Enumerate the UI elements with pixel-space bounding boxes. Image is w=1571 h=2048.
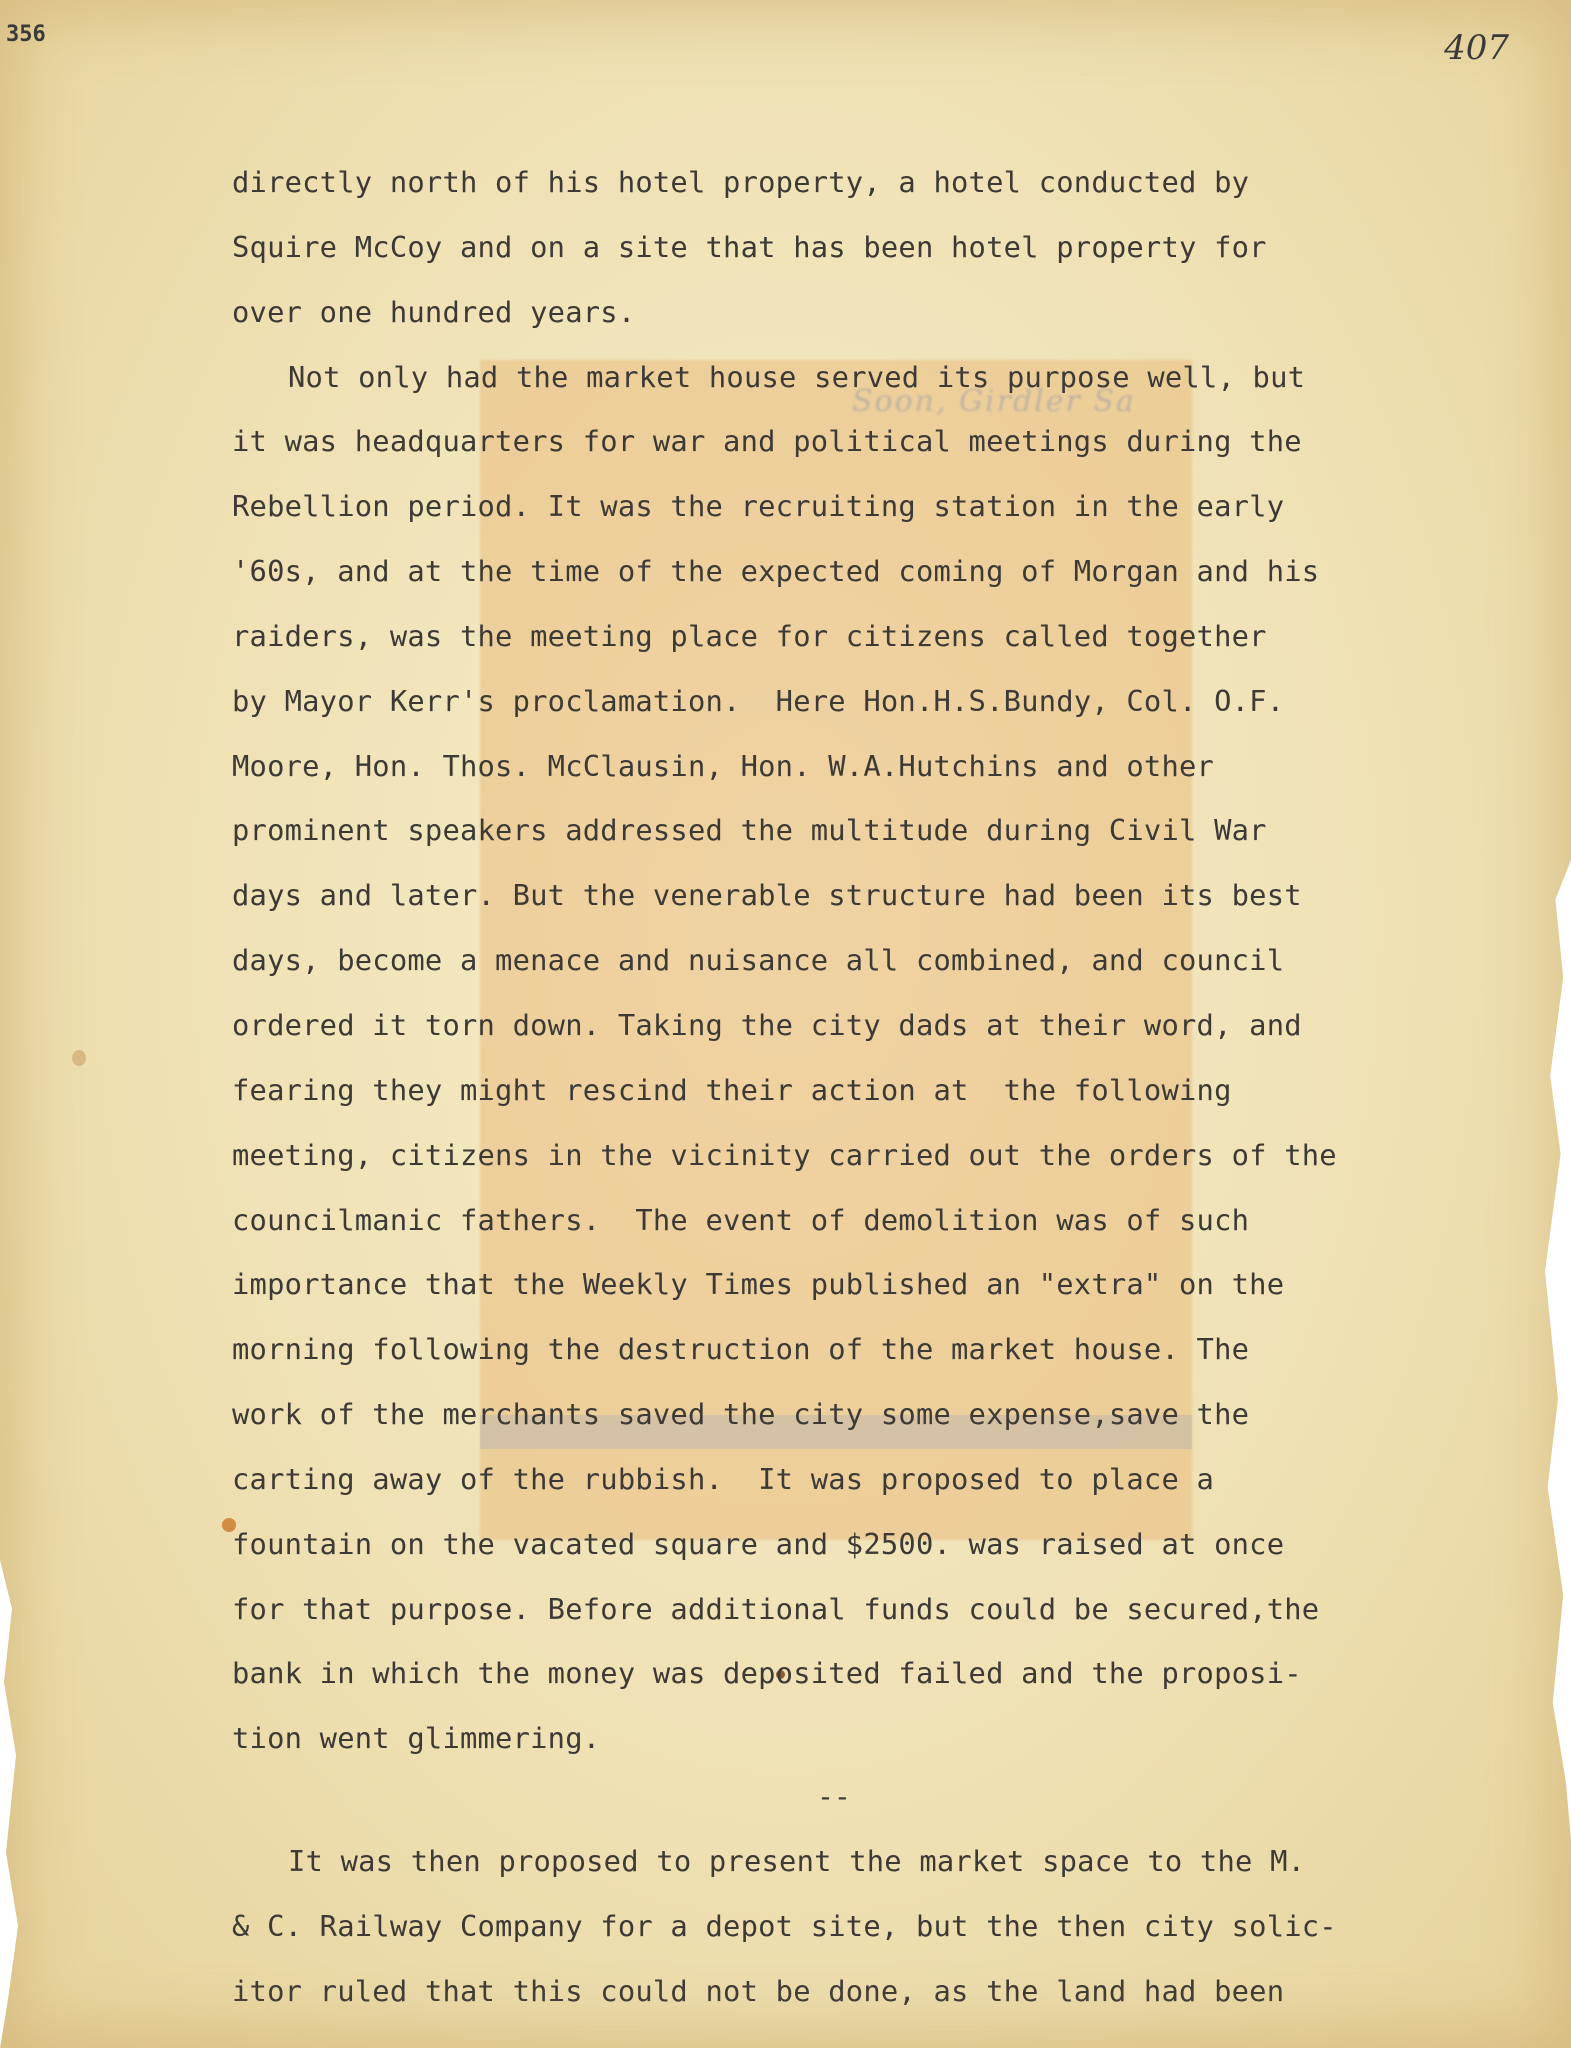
paper-stain xyxy=(72,1050,86,1066)
text-line: itor ruled that this could not be done, as the land had been xyxy=(232,1973,1285,2008)
paragraph-1 xyxy=(232,150,1462,345)
text-line: importance that the Weekly Times published an "extra" on the xyxy=(232,1267,1285,1302)
text-line: directly north of his hotel property, a hotel conducted by xyxy=(232,165,1250,199)
text-line: by Mayor Kerr's proclamation. Here Hon.H.S.Bundy, Col. O.F. xyxy=(232,683,1285,718)
section-separator: -- xyxy=(817,1780,851,1814)
text-line: work of the merchants saved the city some expense,save the xyxy=(232,1397,1250,1432)
text-line: tion went glimmering. xyxy=(232,1721,601,1756)
handwritten-folio-number: 407 xyxy=(1444,28,1509,68)
text-line: fountain on the vacated square and $2500. was raised at once xyxy=(232,1526,1285,1561)
text-line: Not only had the market house served its purpose well, but xyxy=(288,359,1306,394)
text-line: It was then proposed to present the market space to the M. xyxy=(288,1844,1306,1879)
torn-edge-right xyxy=(1545,860,1571,1840)
text-line: for that purpose. Before additional funds could be secured,the xyxy=(232,1591,1320,1626)
torn-edge-left xyxy=(0,1560,20,2048)
text-line: Moore, Hon. Thos. McClausin, Hon. W.A.Hutchins and other xyxy=(232,748,1215,783)
bleed-through-heading: Soon, Girdler Sa xyxy=(852,384,1136,419)
text-line: over one hundred years. xyxy=(232,294,636,329)
text-line: & C. Railway Company for a depot site, but the then city solic- xyxy=(232,1908,1337,1943)
text-line: bank in which the money was deposited failed and the proposi- xyxy=(232,1656,1302,1691)
text-line: prominent speakers addressed the multitude during Civil War xyxy=(232,813,1267,848)
paragraph-3 xyxy=(232,1829,1462,2024)
text-line: morning following the destruction of the market house. The xyxy=(232,1332,1250,1367)
text-line: Squire McCoy and on a site that has been hotel property for xyxy=(232,229,1267,264)
text-line: carting away of the rubbish. It was proposed to place a xyxy=(232,1461,1215,1496)
text-line: ordered it torn down. Taking the city dads at their word, and xyxy=(232,1007,1302,1042)
text-line: fearing they might rescind their action at the following xyxy=(232,1072,1232,1107)
text-line: days and later. But the venerable structure had been its best xyxy=(232,878,1302,913)
text-line: meeting, citizens in the vicinity carried out the orders of the xyxy=(232,1137,1337,1172)
paragraph-2 xyxy=(232,345,1462,1772)
text-line: '60s, and at the time of the expected coming of Morgan and his xyxy=(232,554,1320,589)
text-line: Rebellion period. It was the recruiting station in the early xyxy=(232,489,1285,524)
typed-text-body xyxy=(232,150,1462,2024)
text-line: councilmanic fathers. The event of demolition was of such xyxy=(232,1202,1250,1237)
text-line: raiders, was the meeting place for citizens called together xyxy=(232,618,1267,653)
text-line: it was headquarters for war and political meetings during the xyxy=(232,424,1302,459)
text-line: days, become a menace and nuisance all combined, and council xyxy=(232,943,1285,978)
corner-page-number: 356 xyxy=(6,22,46,47)
